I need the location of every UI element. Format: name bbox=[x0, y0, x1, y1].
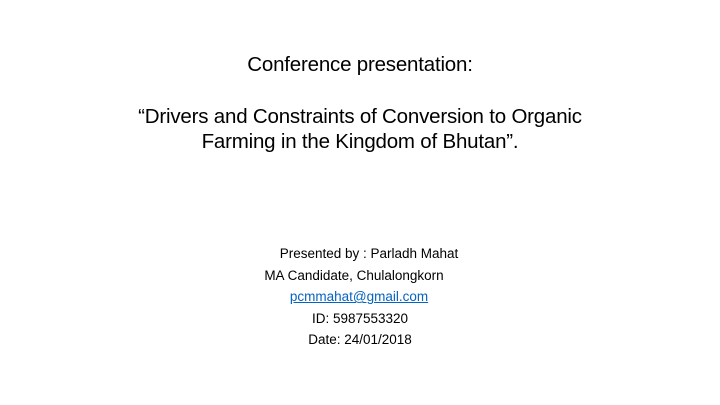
presenter-info bbox=[180, 243, 540, 351]
student-id: ID: 5987553320 bbox=[311, 310, 409, 326]
affiliation: MA Candidate, Chulalongkorn bbox=[264, 267, 444, 283]
slide-heading: Conference presentation: bbox=[247, 53, 473, 76]
presentation-title-line-2: Farming in the Kingdom of Bhutan”. bbox=[201, 130, 519, 153]
presentation-title-line-1: “Drivers and Constraints of Conversion to Organic bbox=[138, 105, 582, 128]
presented-by: Presented by : Parladh Mahat bbox=[279, 246, 459, 261]
presentation-title bbox=[60, 104, 660, 154]
email-link[interactable]: pcmmahat@gmail.com bbox=[289, 289, 429, 305]
presentation-date: Date: 24/01/2018 bbox=[308, 332, 412, 348]
